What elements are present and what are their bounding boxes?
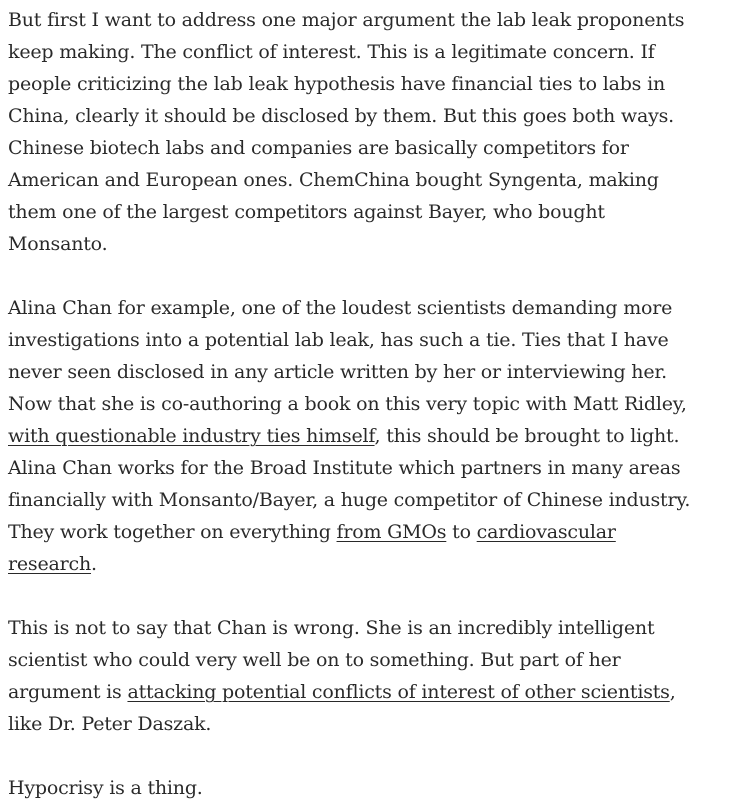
paragraph-hypocrisy: [8, 772, 708, 804]
link-industry-ties[interactable]: with questionable industry ties himself: [8, 425, 375, 447]
paragraph-alina-chan: [8, 292, 708, 580]
paragraph-text: , this should be brought to light. Alina Chan works for the Broad Institute which partners in many areas financially with Monsanto/Bayer, a huge competitor of Chinese industry. They work together on everything: [8, 425, 691, 543]
paragraph-text: Hypocrisy is a thing.: [8, 777, 203, 799]
link-cardiovascular-research[interactable]: cardiovascular research: [8, 521, 616, 575]
article-body: [8, 4, 708, 804]
link-attacking-conflicts[interactable]: attacking potential conflicts of interest of other scientists: [127, 681, 670, 703]
paragraph-text: Alina Chan for example, one of the loudest scientists demanding more investigations into a potential lab leak, has such a tie. Ties that I have never seen disclosed in any article written by her or interviewing her. Now that she is co-authoring a book on this very topic with Matt Ridley,: [8, 297, 687, 415]
paragraph-text: , like Dr. Peter Daszak.: [8, 681, 676, 735]
link-from-gmos[interactable]: from GMOs: [336, 521, 447, 543]
paragraph-text: .: [91, 553, 97, 575]
paragraph-text: This is not to say that Chan is wrong. She is an incredibly intelligent scientist who could very well be on to something. But part of her argument is: [8, 617, 655, 703]
paragraph-chan-not-wrong: [8, 612, 708, 740]
paragraph-conflict-of-interest: [8, 4, 708, 260]
paragraph-text: But first I want to address one major argument the lab leak proponents keep making. The conflict of interest. This is a legitimate concern. If people criticizing the lab leak hypothesis have financial ties to labs in China, clearly it should be disclosed by them. But this goes both ways. Chinese biotech labs and companies are basically competitors for American and European ones. ChemChina bought Syngenta, making them one of the largest competitors against Bayer, who bought Monsanto.: [8, 9, 685, 255]
paragraph-text: to: [446, 521, 477, 543]
